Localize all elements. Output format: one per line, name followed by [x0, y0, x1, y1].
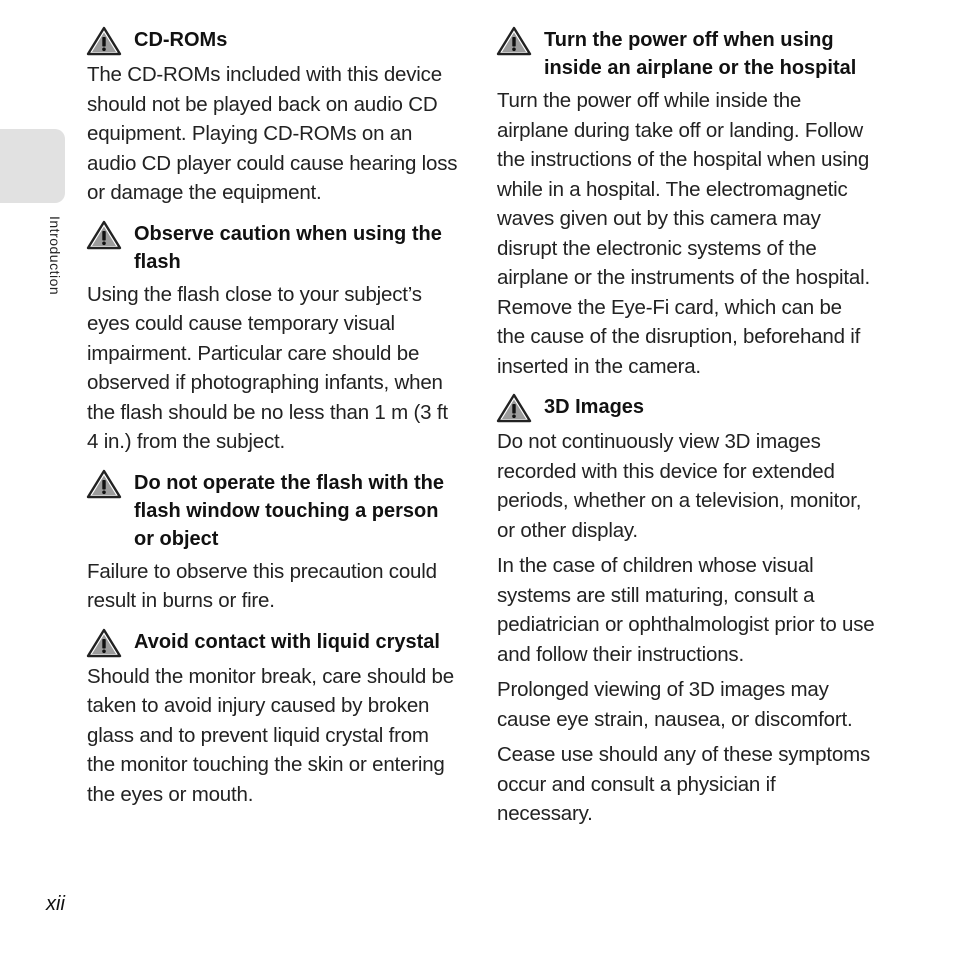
- warning-heading: [87, 220, 459, 276]
- section-paragraph: Should the monitor break, care should be taken to avoid injury caused by broken glass and to prevent liquid crystal from the monitor touching the skin or entering the eyes or mouth.: [87, 664, 454, 806]
- caution-triangle-icon: [86, 220, 122, 250]
- warning-section: [87, 469, 459, 616]
- section-title: 3D Images: [544, 396, 645, 418]
- section-paragraph: Do not continuously view 3D images recorded with this device for extended periods, whether on a television, monitor, or other display.: [497, 430, 862, 542]
- caution-triangle-icon: [86, 26, 122, 56]
- warning-heading: [87, 26, 459, 56]
- right-column: [497, 26, 875, 841]
- section-paragraph: Failure to observe this precaution could result in burns or fire.: [87, 559, 437, 612]
- warning-heading: [87, 628, 459, 658]
- warning-heading: [497, 26, 875, 82]
- section-title: Avoid contact with liquid crystal: [134, 630, 440, 653]
- section-paragraph: Turn the power off while inside the airplane during take off or landing. Follow the instructions of the hospital when using while in a hospital. The electromagnetic waves given out by this camera may disrupt the electronic systems of the airplane or the instruments of the hospital. Remove the Eye-Fi card, which can be the cause of the disruption, beforehand if inserted in the camera.: [497, 89, 870, 378]
- left-column: [87, 26, 459, 821]
- section-title: Observe caution when using the flash: [134, 222, 442, 273]
- caution-triangle-icon: [496, 393, 532, 423]
- section-paragraph: Using the flash close to your subject’s eyes could cause temporary visual impairment. Particular care should be observed if photographing infants, when the flash should be no less than 1 m (3 ft 4 in.) from the subject.: [87, 282, 448, 453]
- section-paragraph: Cease use should any of these symptoms occur and consult a physician if necessary.: [497, 743, 870, 825]
- warning-section: [87, 26, 459, 208]
- warning-heading: [497, 393, 875, 423]
- warning-section: [497, 393, 875, 829]
- section-side-label: Introduction: [47, 216, 63, 296]
- caution-triangle-icon: [86, 628, 122, 658]
- page-number: xii: [46, 893, 65, 915]
- warning-section: [497, 26, 875, 381]
- section-title: Turn the power off when using inside an airplane or the hospital: [544, 29, 857, 79]
- section-paragraph: The CD-ROMs included with this device should not be played back on audio CD equipment. Playing CD-ROMs on an audio CD player could cause hearing loss or damage the equipment.: [87, 63, 458, 204]
- caution-triangle-icon: [86, 469, 122, 499]
- section-title: Do not operate the flash with the flash window touching a person or object: [134, 471, 445, 550]
- caution-triangle-icon: [496, 26, 532, 56]
- section-paragraph: Prolonged viewing of 3D images may cause eye strain, nausea, or discomfort.: [497, 678, 853, 731]
- section-side-tab: [0, 129, 65, 203]
- warning-section: [87, 220, 459, 457]
- warning-section: [87, 628, 459, 810]
- warning-heading: [87, 469, 459, 553]
- section-title: CD-ROMs: [134, 29, 228, 51]
- section-paragraph: In the case of children whose visual systems are still maturing, consult a pediatrician or ophthalmologist prior to use and follow their instructions.: [497, 554, 875, 666]
